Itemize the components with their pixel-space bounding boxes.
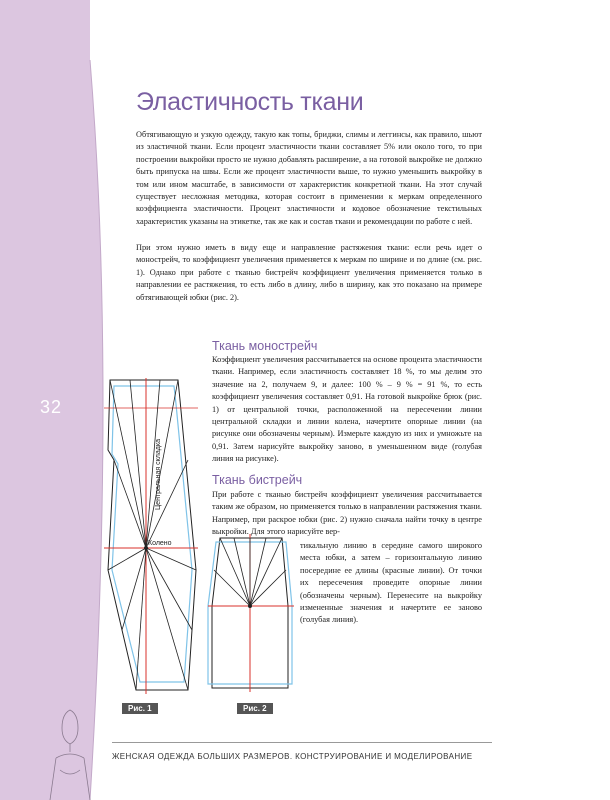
footer-rule: [112, 742, 492, 743]
running-footer: ЖЕНСКАЯ ОДЕЖДА БОЛЬШИХ РАЗМЕРОВ. КОНСТРУИРОВАНИЕ И МОДЕЛИРОВАНИЕ: [112, 752, 473, 761]
page-number: 32: [40, 397, 63, 417]
trousers-pattern-figure: [100, 360, 200, 700]
monostretch-heading: Ткань монострейч: [212, 339, 318, 353]
intro-paragraph: Обтягивающую и узкую одежду, такую как топы, бриджи, слимы и леггинсы, как правило, шьют из эластичной ткани. Если процент эластичности ткани составляет 5% или около того, то при построении выкройки просто не нужно добавлять расширение, а на готовой выкройке не должно быть припуска на швы. Если же процент эластичности выше, то нужно уменьшить выкройку в том или ином масштабе, в зависимости от характеристик конкретной ткани. На этот случай существует несложная методика, которая состоит в применении к меркам определенного коэффициента эластичности. Процент эластичности и кодовое обозначение текстильных характеристик указаны на этикетке, так же как и состав ткани и рекомендации по работе с ней.: [136, 130, 482, 226]
fashion-sketch-illustration: [40, 700, 110, 800]
bistretch-heading: Ткань бистрейч: [212, 473, 303, 487]
monostretch-text: Коэффициент увеличения рассчитывается на основе процента эластичности ткани. Например, если эластичность составляет 18 %, то мы делим это значение на 2, получаем 9, и далее: 100 % – 9 % = 91 %, то есть коэффициент увеличения составляет 0,91. На готовой выкройке брюк (рис. 1) от центральной точки, расположенной на пересечении линии центральной складки и линии колена, начертите опорные линии (на рисунке они обозначены черным). Измерьте каждую из них и умножьте на 0,91. Затем нарисуйте выкройку заново, в уменьшенном виде (голубая линия на рисунке).: [212, 355, 482, 464]
skirt-pattern-figure: [206, 516, 296, 696]
fold-label: Центральная складка: [155, 439, 162, 510]
figure-2-label: Рис. 2: [237, 703, 273, 714]
figure-1-label: Рис. 1: [122, 703, 158, 714]
knee-label: Колено: [148, 540, 172, 547]
bistretch-text-a: При работе с тканью бистрейч коэффициент увеличения рассчитывается таким же образом, но применяется только в направлении растяжения ткани. Например, при раскрое юбки (рис. 2) нужно сначала найти точку в центре выкройки. Для этого нарисуйте вер-: [212, 490, 482, 537]
page-title: Эластичность ткани: [136, 88, 364, 116]
direction-paragraph: При этом нужно иметь в виду еще и направление растяжения ткани: если речь идет о монострейч, то коэффициент увеличения применяется к меркам по ширине и по длине (см. рис. 1). Однако при работе с тканью бистрейч коэффициент увеличения применяется только в направлении ее растяжения, то есть либо в длину, либо в ширину, как это показано на примере обтягивающей юбки (рис. 2).: [136, 243, 482, 302]
bistretch-text-b: тикальную линию в середине самого широкого места юбки, а затем – горизонтальную линию посередине ее длины (красные линии). От точки их пересечения проведите опорные линии (обозначены черным). Перенесите на выкройку измененные значения и начертите ее заново (голубая линия).: [300, 541, 482, 625]
